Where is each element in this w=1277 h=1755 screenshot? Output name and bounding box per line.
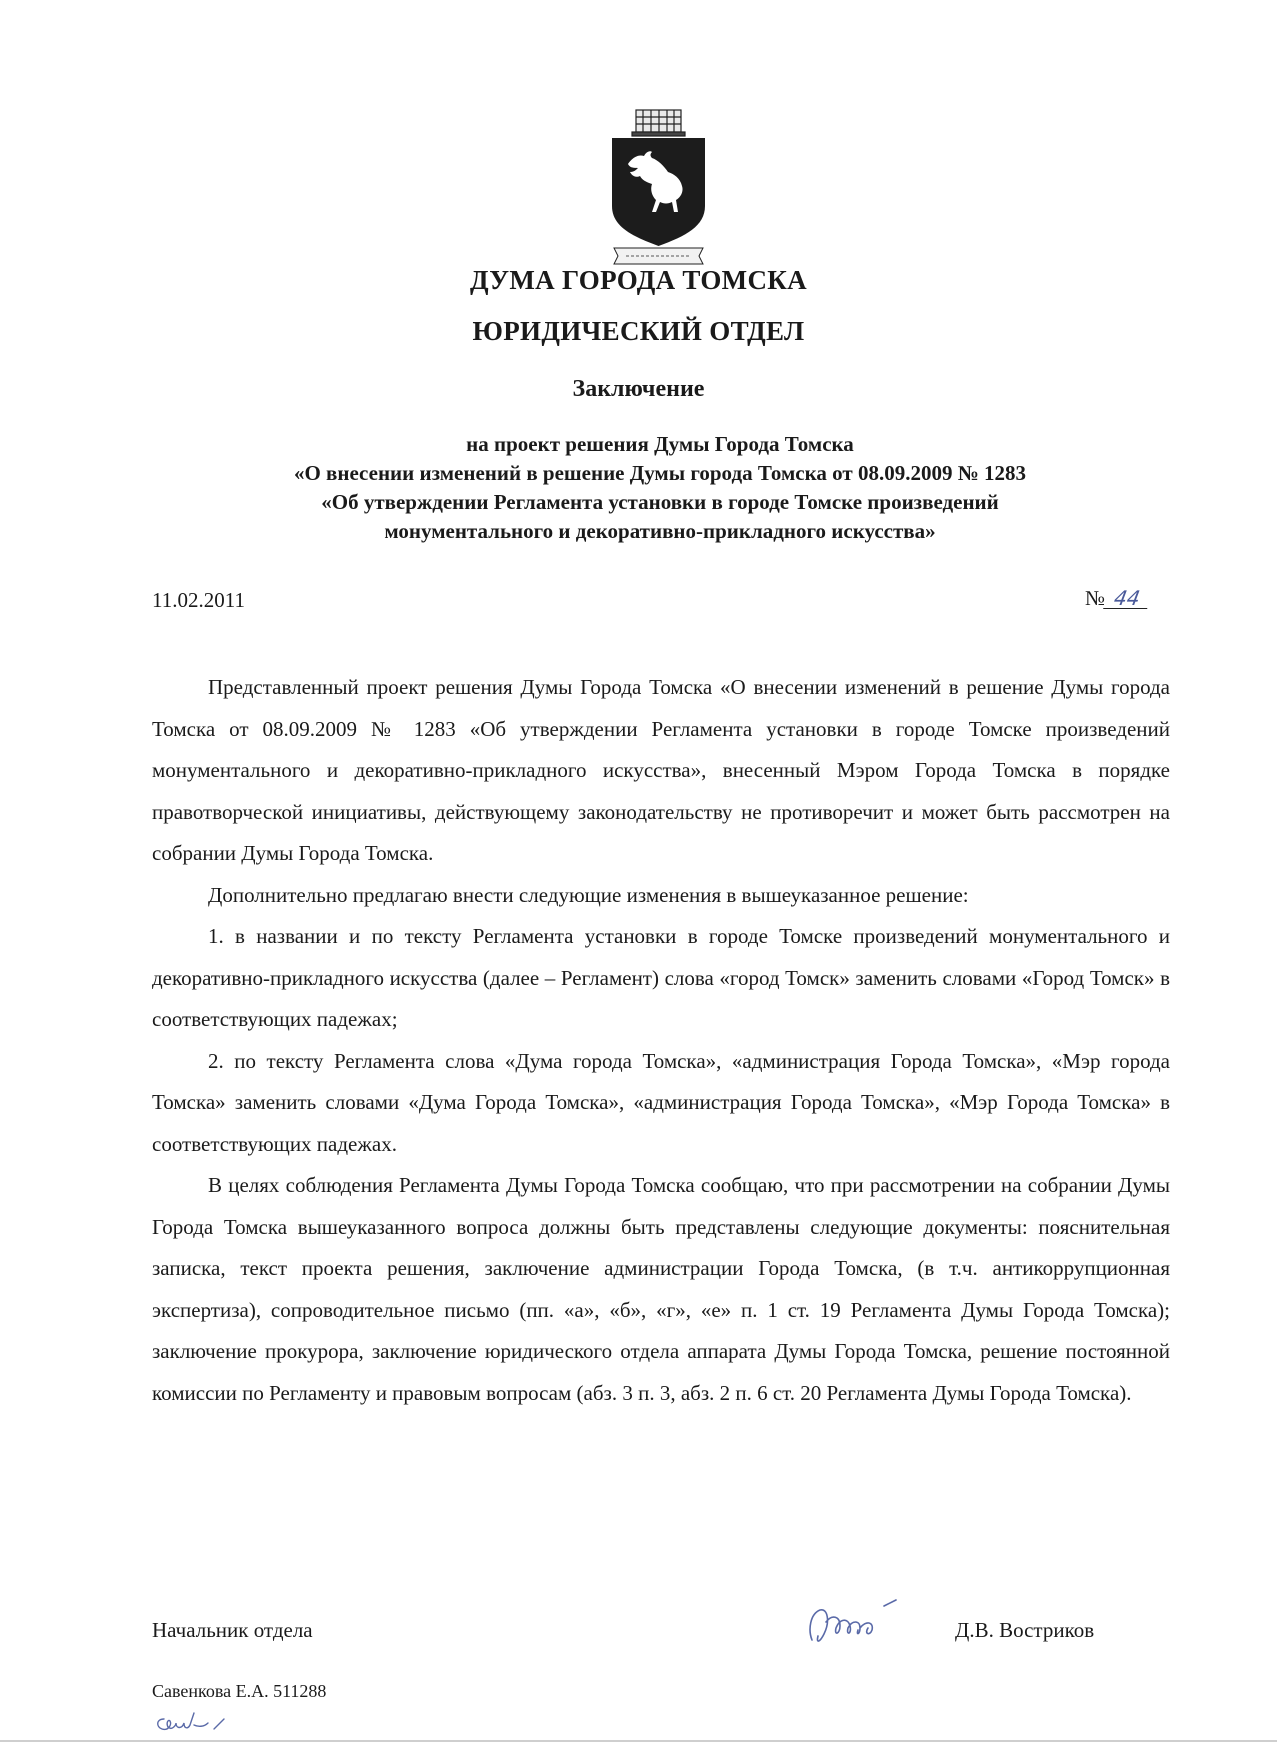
document-subject [150, 430, 1170, 546]
subject-line: «Об утверждении Регламента установки в городе Томске произведений [321, 490, 999, 514]
body-paragraph: В целях соблюдения Регламента Думы Города Томска сообщаю, что при рассмотрении на собрании Думы Города Томска вышеуказанного вопроса должны быть представлены следующие документы: пояснительная записка, текст проекта решения, заключение администрации Города Томска, (в т.ч. антикоррупционная экспертиза), сопроводительное письмо (пп. «а», «б», «г», «е» п. 1 ст. 19 Регламента Думы Города Томска); заключение прокурора, заключение юридического отдела аппарата Думы Города Томска, решение постоянной комиссии по Регламенту и правовым вопросам (абз. 3 п. 3, абз. 2 п. 6 ст. 20 Регламента Думы Города Томска). [152, 1173, 1170, 1405]
document-number [1085, 586, 1149, 611]
number-value: 44 [1103, 588, 1151, 609]
subject-line: на проект решения Думы Города Томска [466, 432, 854, 456]
organization-title: ДУМА ГОРОДА ТОМСКА [470, 265, 807, 295]
executor-info: Савенкова Е.А. 511288 [152, 1681, 327, 1701]
body-paragraph: 2. по тексту Регламента слова «Дума города Томска», «администрация Города Томска», «Мэр города Томска» заменить словами «Дума Города Томска», «администрация Города Томска», «Мэр Города Томска» в соответствующих падежах. [152, 1048, 1170, 1156]
subject-line: «О внесении изменений в решение Думы города Томска от 08.09.2009 № 1283 [293, 461, 1027, 485]
department-title: ЮРИДИЧЕСКИЙ ОТДЕЛ [472, 316, 805, 346]
subject-line: монументального и декоративно-прикладного искусства» [384, 519, 936, 543]
executor-initials-scribble [148, 1705, 258, 1741]
document-type-title: Заключение [572, 376, 705, 402]
body-paragraph: Представленный проект решения Думы Города Томска «О внесении изменений в решение Думы города Томска от 08.09.2009 № 1283 «Об утверждении Регламента установки в городе Томске произведений монументального и декоративно-прикладного искусства», внесенный Мэром Города Томска в порядке правотворческой инициативы, действующему законодательству не противоречит и может быть рассмотрен на собрании Думы Города Томска. [152, 675, 1170, 865]
handwritten-signature [800, 1592, 920, 1652]
crown [632, 110, 685, 136]
number-label: № [1085, 586, 1106, 610]
body-paragraph: 1. в названии и по тексту Регламента установки в городе Томске произведений монументального и декоративно-прикладного искусства (далее – Регламент) слова «город Томск» заменить словами «Город Томск» в соответствующих падежах; [152, 924, 1170, 1031]
document-date: 11.02.2011 [152, 588, 245, 612]
scan-edge [0, 1740, 1277, 1742]
body-paragraph: Дополнительно предлагаю внести следующие изменения в вышеуказанное решение: [208, 882, 969, 907]
tomsk-coat-of-arms-icon [606, 108, 711, 266]
signer-name: Д.В. Востриков [955, 1618, 1095, 1642]
document-body [152, 667, 1170, 1414]
signer-position: Начальник отдела [152, 1618, 313, 1642]
